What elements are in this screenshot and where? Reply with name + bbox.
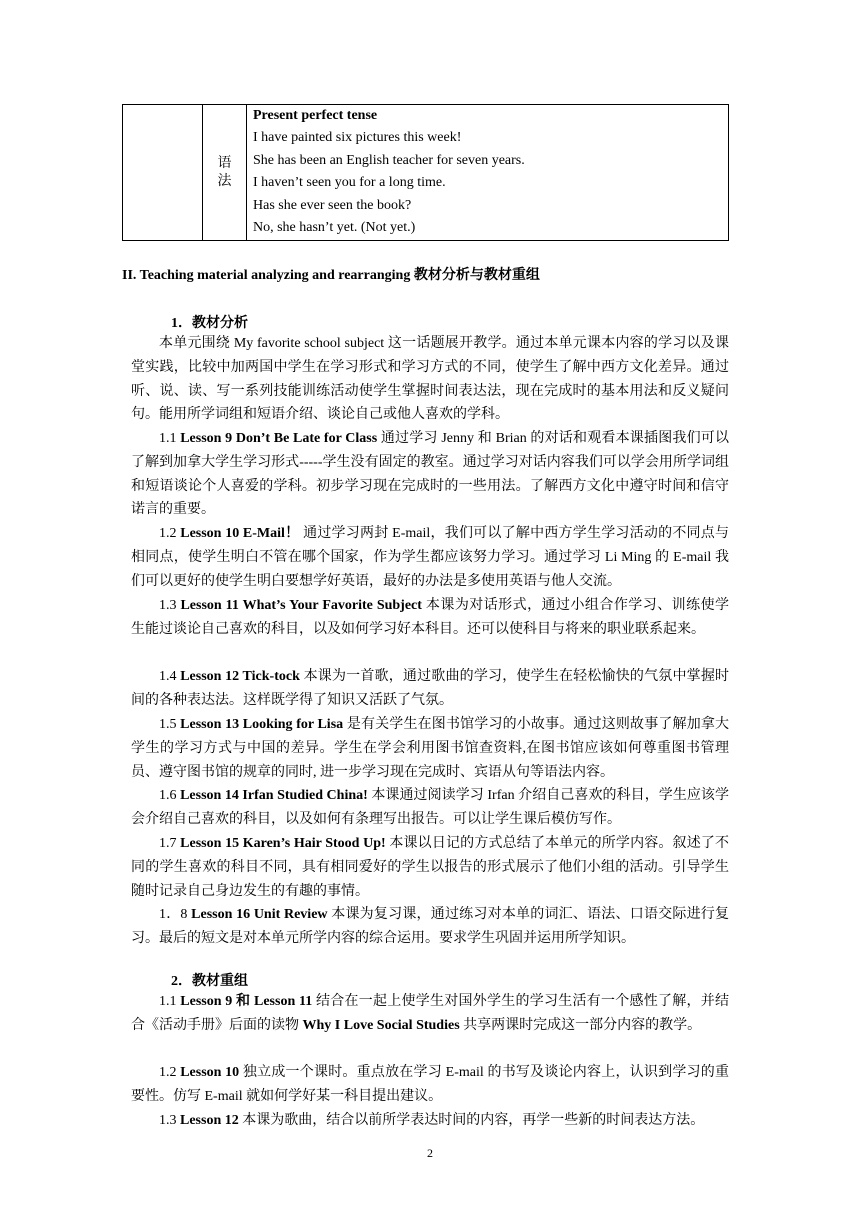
lesson-paragraph: 1.5 Lesson 13 Looking for Lisa 是有关学生在图书馆学习的小故事。通过这则故事了解加拿大学生的学习方式与中国的差异。学生在学会利用图书馆查资料,在图书馆应该如何尊重图书管理员、遵守图书馆的规章的同时, 进一步学习现在完成时、宾语从句等语法内容。 bbox=[131, 717, 730, 780]
grammar-title: Present perfect tense bbox=[253, 108, 378, 123]
lesson-paragraph: 1.2 Lesson 10 E-Mail！ 通过学习两封 E-mail，我们可以了解中西方学生学习活动的不同点与相同点，使学生明白不管在哪个国家，作为学生都应该努力学习。通过学习 Li Ming 的 E-mail 我们可以更好的使学生明白要想学好英语，最好的办法是多使用英语与他人交流。 bbox=[131, 526, 730, 589]
lesson-title: Lesson 13 Looking for Lisa bbox=[180, 717, 344, 732]
lesson-paragraph: 1.4 Lesson 12 Tick-tock 本课为一首歌，通过歌曲的学习，使学生在轻松愉快的气氛中掌握时间的各种表达法。这样既学得了知识又活跃了气氛。 bbox=[131, 669, 730, 708]
lesson-title: Lesson 14 Irfan Studied China! bbox=[180, 788, 368, 803]
lesson-paragraph: 1.3 Lesson 11 What’s Your Favorite Subject 本课为对话形式，通过小组合作学习、训练使学生能过谈论自己喜欢的科目，以及如何学习好本科目。还可以使科目与将来的职业联系起来。 bbox=[131, 598, 730, 637]
lesson-title: Lesson 15 Karen’s Hair Stood Up! bbox=[180, 836, 386, 851]
grammar-label: 语法 bbox=[217, 155, 232, 189]
grammar-example: She has been an English teacher for seven years. bbox=[253, 152, 525, 168]
intro-paragraph: 本单元围绕 My favorite school subject 这一话题展开教学。通过本单元课本内容的学习以及课堂实践，比较中加两国中学生在学习形式和学习方式的不同，使学生了解中西方文化差异。通过听、说、读、写一系列技能训练活动使学生掌握时间表达法，现在完成时的基本用法和反义疑问句。能用所学词组和短语介绍、谈论自己或他人喜欢的学科。 bbox=[131, 336, 729, 423]
grammar-example: I haven’t seen you for a long time. bbox=[253, 175, 446, 191]
lesson-paragraph: 1.7 Lesson 15 Karen’s Hair Stood Up! 本课以日记的方式总结了本单元的所学内容。叙述了不同的学生喜欢的科目不同，具有相同爱好的学生以报告的形式展示了他们小组的活动。引导学生随时记录自己身边发生的有趣的事情。 bbox=[131, 836, 730, 899]
page-number: 2 bbox=[427, 1146, 433, 1160]
table-content-cell bbox=[247, 105, 729, 241]
grammar-example: No, she hasn’t yet. (Not yet.) bbox=[253, 220, 416, 236]
lesson-paragraph: 1.1 Lesson 9 Don’t Be Late for Class 通过学习 Jenny 和 Brian 的对话和观看本课插图我们可以了解到加拿大学生学习形式-----学生没有固定的教室。通过学习对话内容我们可以学会用所学词组和短语谈论个人喜爱的学科。初步学习现在完成时的一些用法。了解西方文化中遵守时间和信守诺言的重要。 bbox=[131, 431, 729, 518]
lesson-paragraph: 1．8 Lesson 16 Unit Review 本课为复习课，通过练习对本单的词汇、语法、口语交际进行复习。最后的短文是对本单元所学内容的综合运用。要求学生巩固并运用所学知识。 bbox=[131, 907, 730, 946]
regroup-paragraph: 1.3 Lesson 12 本课为歌曲，结合以前所学表达时间的内容，再学一些新的时间表达方法。 bbox=[159, 1113, 705, 1128]
grammar-example: Has she ever seen the book? bbox=[253, 197, 412, 213]
grammar-example: I have painted six pictures this week! bbox=[253, 130, 462, 146]
subsection-heading: 1．教材分析 bbox=[171, 316, 248, 331]
lesson-paragraph: 1.6 Lesson 14 Irfan Studied China! 本课通过阅读学习 Irfan 介绍自己喜欢的科目，学生应该学会介绍自己喜欢的科目，以及如何有条理写出报告。可以让学生课后模仿写作。 bbox=[131, 788, 729, 827]
regroup-paragraph: 1.2 Lesson 10 独立成一个课时。重点放在学习 E-mail 的书写及谈论内容上，认识到学习的重要性。仿写 E-mail 就如何学好某一科目提出建议。 bbox=[131, 1065, 729, 1104]
table-label-cell bbox=[203, 105, 247, 241]
regroup-paragraph: 1.1 Lesson 9 和 Lesson 11 结合在一起上使学生对国外学生的学习生活有一个感性了解，并结合《活动手册》后面的读物 Why I Love Social Studies 共享两课时完成这一部分内容的教学。 bbox=[131, 994, 730, 1033]
lesson-title: Lesson 12 Tick-tock bbox=[180, 669, 300, 684]
lesson-title: Lesson 9 Don’t Be Late for Class bbox=[180, 431, 378, 446]
subsection-heading: 2．教材重组 bbox=[171, 974, 248, 989]
grammar-table bbox=[122, 104, 729, 241]
lesson-title: Lesson 16 Unit Review bbox=[191, 907, 328, 922]
lesson-title: Lesson 10 E-Mail！ bbox=[180, 526, 300, 541]
section-heading: II. Teaching material analyzing and rearranging 教材分析与教材重组 bbox=[122, 268, 540, 283]
table-empty-cell bbox=[123, 105, 203, 241]
lesson-title: Lesson 11 What’s Your Favorite Subject bbox=[180, 598, 422, 613]
